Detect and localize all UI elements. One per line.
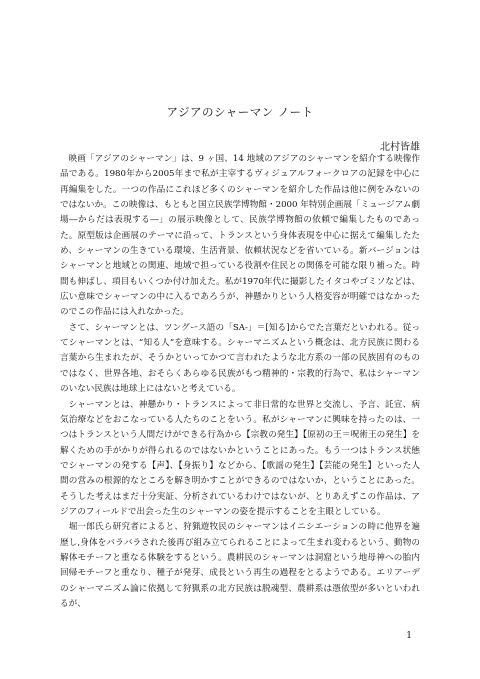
paragraph: 堀一郎氏ら研究者によると、狩猟遊牧民のシャーマンはイニシエーションの時に他界を遍歴し,身体をバラバラされた後再び組み立てられることによって生まれ変わるという、動物の解体モチーフと重なる体験をするという。農耕民のシャーマンは洞窟という地母神への胎内回帰モチーフと重なり、種子が発芽、成長という再生の過程をとるようである。エリアーデのシャーマニズム論に依拠して狩猟系の北方民族は脱魂型、農耕系は憑依型が多いといわれるが、	[60, 522, 420, 609]
document-body	[60, 152, 420, 612]
paragraph: シャーマンとは、神懸かり・トランスによって非日常的な世界と交流し、予言、託宣、病気治療などをおこなっている人たちのことをいう。私がシャーマンに興味を持ったのは、一つはトランスという人間だけができる行為から【宗教の発生】【原初の王＝呪術王の発生】を解くための手がかりが得られるのではないかということにあった。もう一つはトランス状態でシャーマンの発する【声】、【身振り】などから、【歌謡の発生】【芸能の発生】といった人間の営みの根源的なところを解き明かすことができるのではないか、ということにあった。そうした考えはまだ十分実証、分析されているわけではないが、とりあえずこの作品は、アジアのフィールドで出会った生のシャーマンの姿を提示することを主眼としている。	[60, 399, 420, 517]
page-number: 1	[406, 631, 412, 641]
paragraph: 映画「アジアのシャーマン」は、9 ヶ国、14 地域のアジアのシャーマンを紹介する映像作品である。1980年から2005年まで私が主宰するヴィジュアルフォークロアの記録を中心に再編集をした。一つの作品にこれほど多くのシャーマンを紹介した作品は他に例をみないのではないか。この映像は、もともと国立民族学博物館・2000 年特別企画展「ミュージアム劇場―からだは表現する―」の展示映像として、民族学博物館の依頼で編集したものであった。原型版は企画展のテーマに沿って、トランスという身体表現を中心に据えて編集したため、シャーマンの生きている環境、生活背景、依頼状況などを省いている。新バージョンはシャーマンと地域との関連、地域で担っている役割や住民との関係を可能な限り補った。時間も伸ばし、項目もいくつか付け加えた。私が1970年代に撮影したイタコやゴミソなどは、広い意味でシャーマンの中に入るであろうが、神懸かりという人格変容が明確ではなかったのでこの作品には入れなかった。	[60, 154, 420, 318]
document-title: アジアのシャーマン ノート	[166, 105, 314, 119]
paragraph: さて、シャーマンとは、ツングース語の「SA-」＝[知る]からでた言葉だといわれる。従ってシャーマンとは、“知る人”を意味する。シャーマニズムという概念は、北方民族に関わる言葉から生まれたが、そうかといってかつて言われたような北方系の一部の民族固有のものではなく、世界各地、おそらくあらゆる民族がもつ精神的・宗教的行為で、私はシャーマンのいない民族は地球上にはないと考えている。	[60, 322, 420, 395]
author-name: 北村皆雄	[380, 142, 420, 153]
